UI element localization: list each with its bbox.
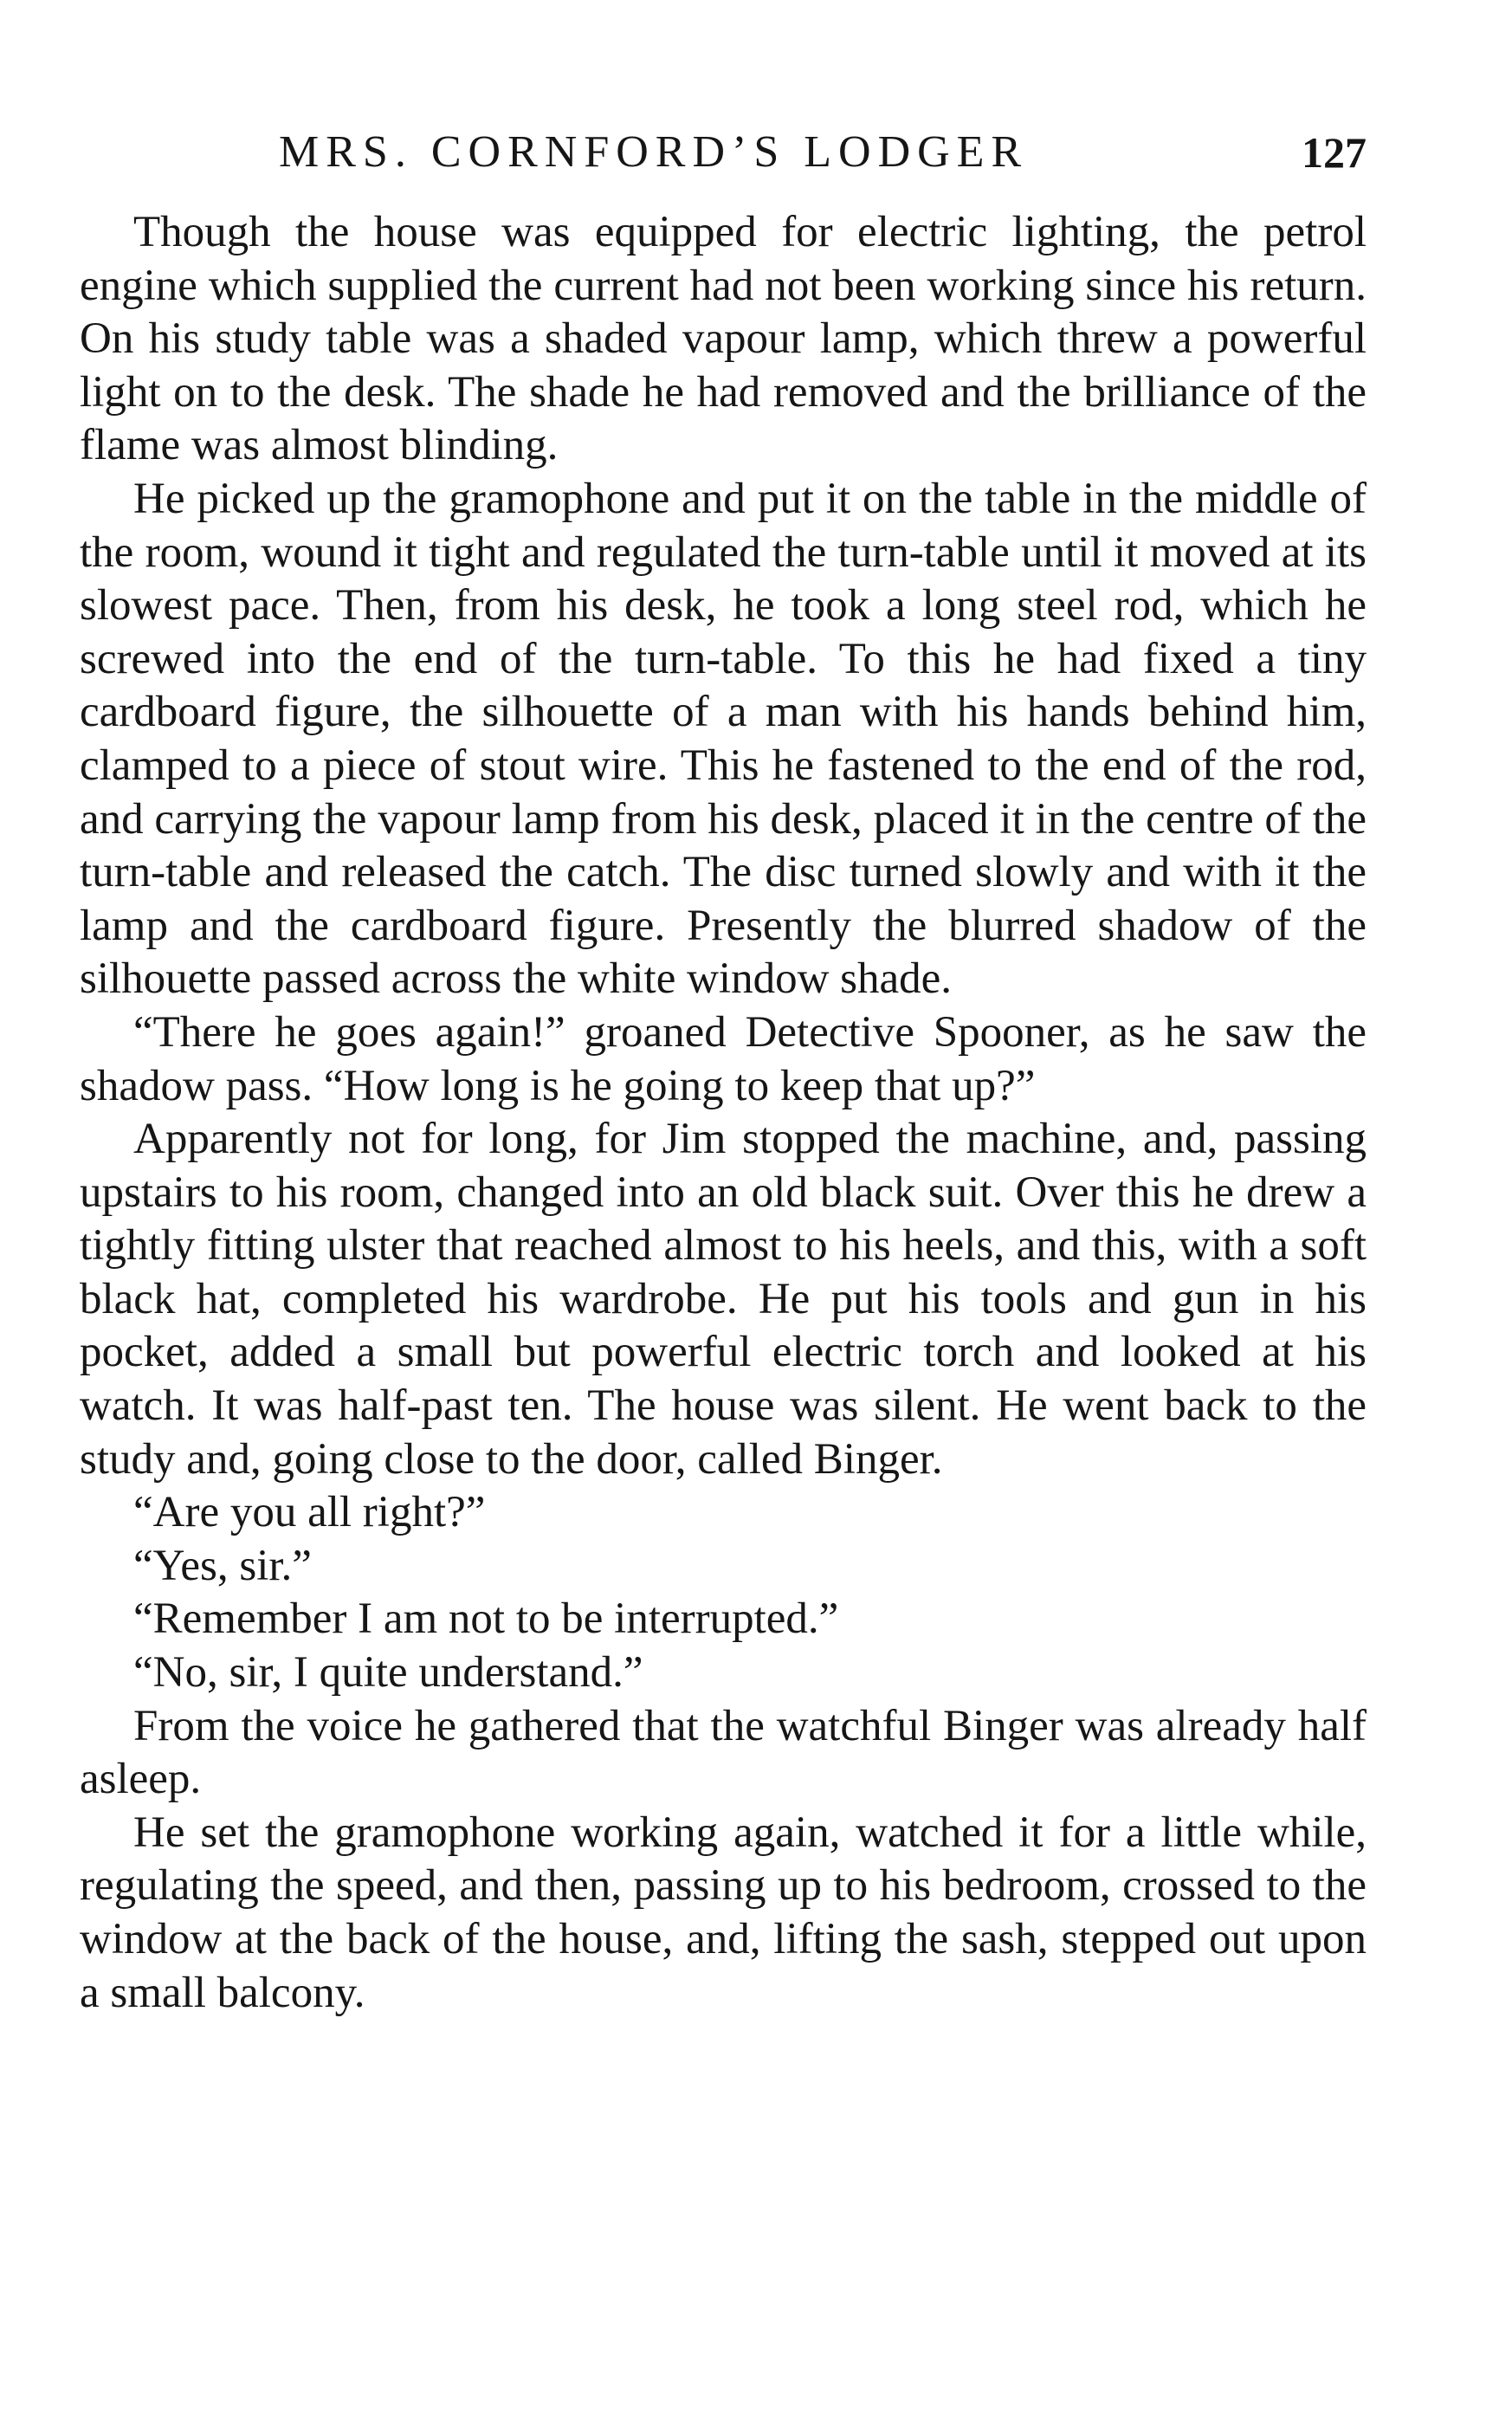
paragraph: Though the house was equipped for electric lighting, the petrol engine which supplied the current had not been working since his return. On his study table was a shaded vapour lamp, which threw a powerful light on to the desk. The shade he had removed and the brilliance of the flame was almost blinding. [80, 208, 1367, 470]
paragraph: From the voice he gathered that the watchful Binger was already half asleep. [80, 1701, 1367, 1804]
paragraph: “Yes, sir.” [133, 1541, 312, 1590]
paragraph: “No, sir, I quite understand.” [133, 1648, 643, 1698]
page-number: 127 [1302, 128, 1367, 177]
paragraph: “Are you all right?” [133, 1488, 486, 1537]
paragraph: He picked up the gramophone and put it on the table in the middle of the room, wound it tight and regulated the turn-table until it moved at its slowest pace. Then, from his desk, he took a long steel rod, which he screwed into the end of the turn-table. To this he had fixed a tiny cardboard figure, the silhouette of a man with his hands behind him, clamped to a piece of stout wire. This he fastened to the end of the rod, and carrying the vapour lamp from his desk, placed it in the centre of the turn-table and released the catch. The disc turned slowly and with it the lamp and the cardboard figure. Presently the blurred shadow of the silhouette passed across the white window shade. [80, 474, 1367, 1004]
running-head: MRS. CORNFORD’S LODGER [279, 127, 1029, 177]
body-text [80, 206, 1367, 2020]
paragraph: He set the gramophone working again, watched it for a little while, regulating the speed, and then, passing up to his bedroom, crossed to the window at the back of the house, and, lifting the sash, stepped out upon a small balcony. [80, 1808, 1367, 2017]
paragraph: Apparently not for long, for Jim stopped the machine, and, passing upstairs to his room, changed into an old black suit. Over this he drew a tightly fitting ulster that reached almost to his heels, and this, with a soft black hat, completed his wardrobe. He put his tools and gun in his pocket, added a small but powerful electric torch and looked at his watch. It was half-past ten. The house was silent. He went back to the study and, going close to the door, called Binger. [80, 1115, 1367, 1484]
paragraph: “There he goes again!” groaned Detective Spooner, as he saw the shadow pass. “How long is he going to keep that up?” [80, 1007, 1367, 1110]
paragraph: “Remember I am not to be interrupted.” [133, 1594, 839, 1644]
page-header [80, 118, 1367, 187]
